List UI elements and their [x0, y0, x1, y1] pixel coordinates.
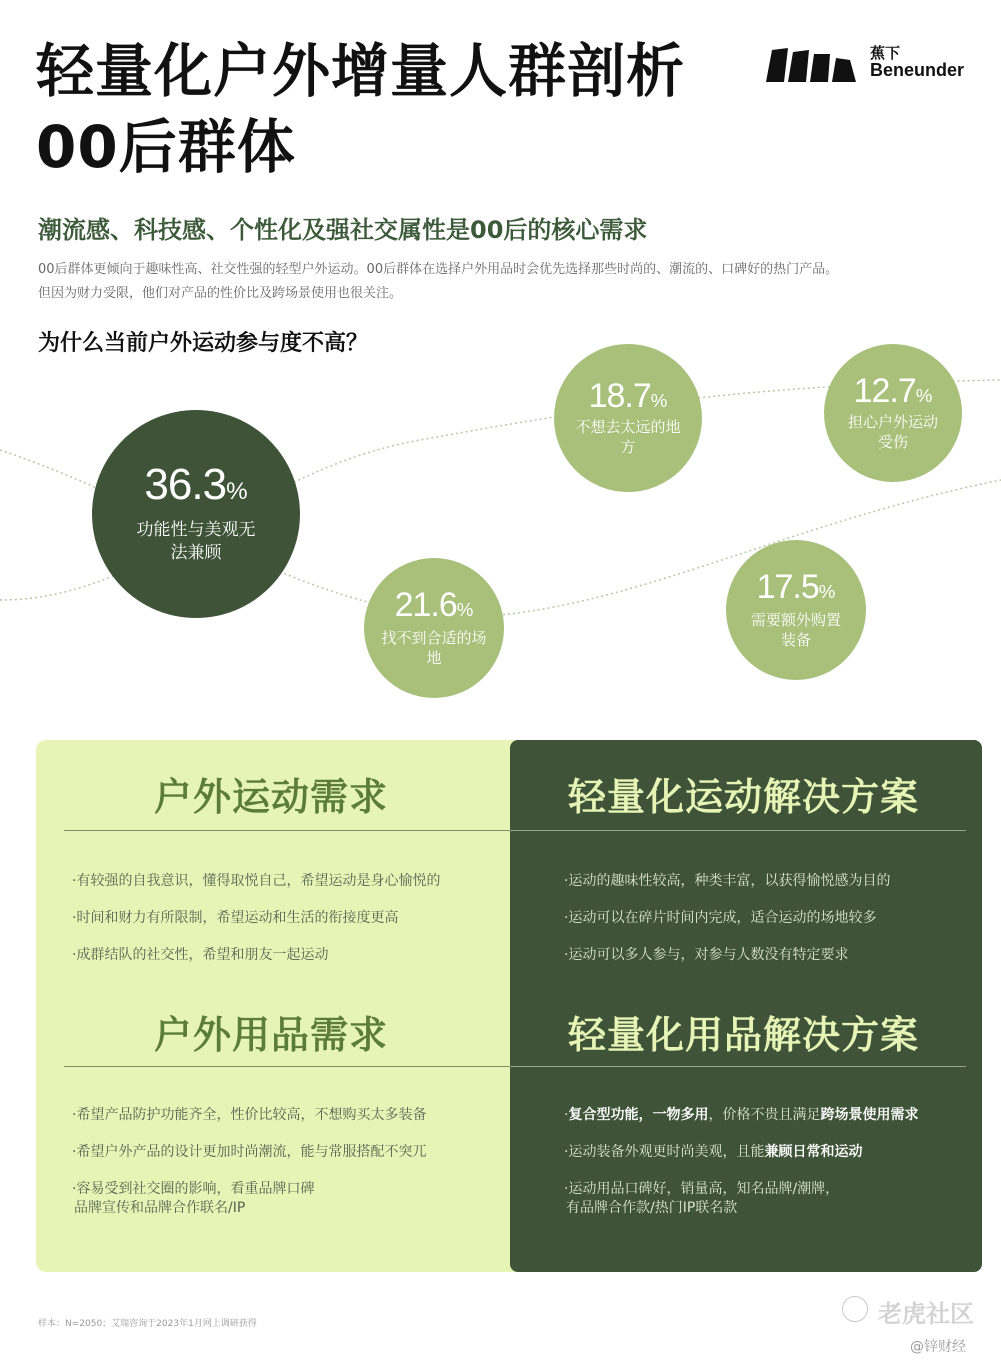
stat-bubble-functionality — [92, 410, 300, 618]
watermark-logo-icon — [842, 1296, 868, 1322]
list-item: ·运动可以在碎片时间内完成，适合运动的场地较多 — [564, 910, 877, 926]
list-item: ·成群结队的社交性，希望和朋友一起运动 — [72, 947, 329, 963]
solution-list — [564, 872, 890, 983]
stat-label: 不想去太远的地方 — [575, 417, 681, 456]
stat-bubble-distance — [554, 344, 702, 492]
divider — [64, 1066, 520, 1067]
demand-panel — [36, 740, 520, 1272]
list-item: ·运动用品口碑好，销量高，知名品牌/潮牌， 有品牌合作款/热门IP联名款 — [564, 1181, 840, 1216]
question-heading: 为什么当前户外运动参与度不高？ — [38, 331, 369, 356]
stat-bubble-equipment — [726, 540, 866, 680]
list-item: ·运动可以多人参与，对参与人数没有特定要求 — [564, 947, 849, 963]
panel-heading: 户外用品需求 — [154, 1013, 389, 1057]
brand-name-en: Beneunder — [870, 60, 965, 80]
list-item: ·运动装备外观更时尚美观，且能兼顾日常和运动 — [564, 1144, 863, 1160]
page-title-line1: 轻量化户外增量人群剖析 — [36, 37, 686, 105]
solution-panel — [510, 740, 982, 1272]
list-item: ·复合型功能，一物多用，价格不贵且满足跨场景使用需求 — [564, 1107, 919, 1123]
list-item: ·希望户外产品的设计更加时尚潮流，能与常服搭配不突兀 — [72, 1144, 427, 1160]
stat-value: 17.5% — [756, 567, 836, 606]
panel-heading: 轻量化用品解决方案 — [568, 1013, 920, 1057]
intro-line: 00后群体更倾向于趣味性高、社交性强的轻型户外运动。00后群体在选择户外用品时会优先选择那些时尚的、潮流的、口碑好的热门产品。 — [38, 262, 839, 277]
brand-logo-mark-icon — [766, 46, 858, 82]
stat-label: 担心户外运动受伤 — [848, 412, 939, 451]
source-footnote: 样本：N=2050；艾瑞咨询于2023年1月网上调研获得 — [38, 1319, 257, 1329]
panel-heading: 户外运动需求 — [154, 775, 389, 819]
divider — [64, 830, 520, 831]
brand-logo — [766, 42, 976, 86]
stat-value: 12.7% — [853, 371, 933, 410]
stat-label: 找不到合适的场地 — [381, 628, 487, 667]
solution-list — [564, 1106, 918, 1218]
list-item: ·容易受到社交圈的影响，看重品牌口碑 品牌宣传和品牌合作联名/IP — [72, 1181, 315, 1216]
list-item: ·运动的趣味性较高，种类丰富，以获得愉悦感为目的 — [564, 873, 891, 889]
stat-bubble-venue — [364, 558, 504, 698]
section-subtitle: 潮流感、科技感、个性化及强社交属性是00后的核心需求 — [38, 216, 648, 244]
intro-line: 但因为财力受限，他们对产品的性价比及跨场景使用也很关注。 — [38, 286, 403, 301]
page-title-line2: 00后群体 — [36, 113, 296, 181]
watermark-text: 老虎社区 — [878, 1300, 974, 1328]
list-item: ·时间和财力有所限制，希望运动和生活的衔接度更高 — [72, 910, 399, 926]
panel-heading: 轻量化运动解决方案 — [568, 775, 920, 819]
stat-value: 36.3% — [144, 460, 248, 510]
demand-list — [72, 872, 440, 983]
stat-value: 21.6% — [394, 585, 474, 624]
list-item: ·有较强的自我意识，懂得取悦自己，希望运动是身心愉悦的 — [72, 873, 441, 889]
stat-value: 18.7% — [588, 376, 668, 415]
stat-label: 功能性与美观无法兼顾 — [136, 520, 256, 563]
stat-label: 需要额外购置装备 — [751, 610, 842, 649]
divider — [510, 830, 966, 831]
watermark — [842, 1294, 992, 1364]
watermark-handle: @锌财经 — [910, 1339, 966, 1355]
divider — [510, 1066, 966, 1067]
demand-list — [72, 1106, 426, 1218]
stat-bubble-injury — [824, 344, 962, 482]
list-item: ·希望产品防护功能齐全，性价比较高，不想购买太多装备 — [72, 1107, 427, 1123]
brand-name-cn: 蕉下 — [870, 44, 901, 62]
intro-paragraph — [38, 258, 978, 306]
